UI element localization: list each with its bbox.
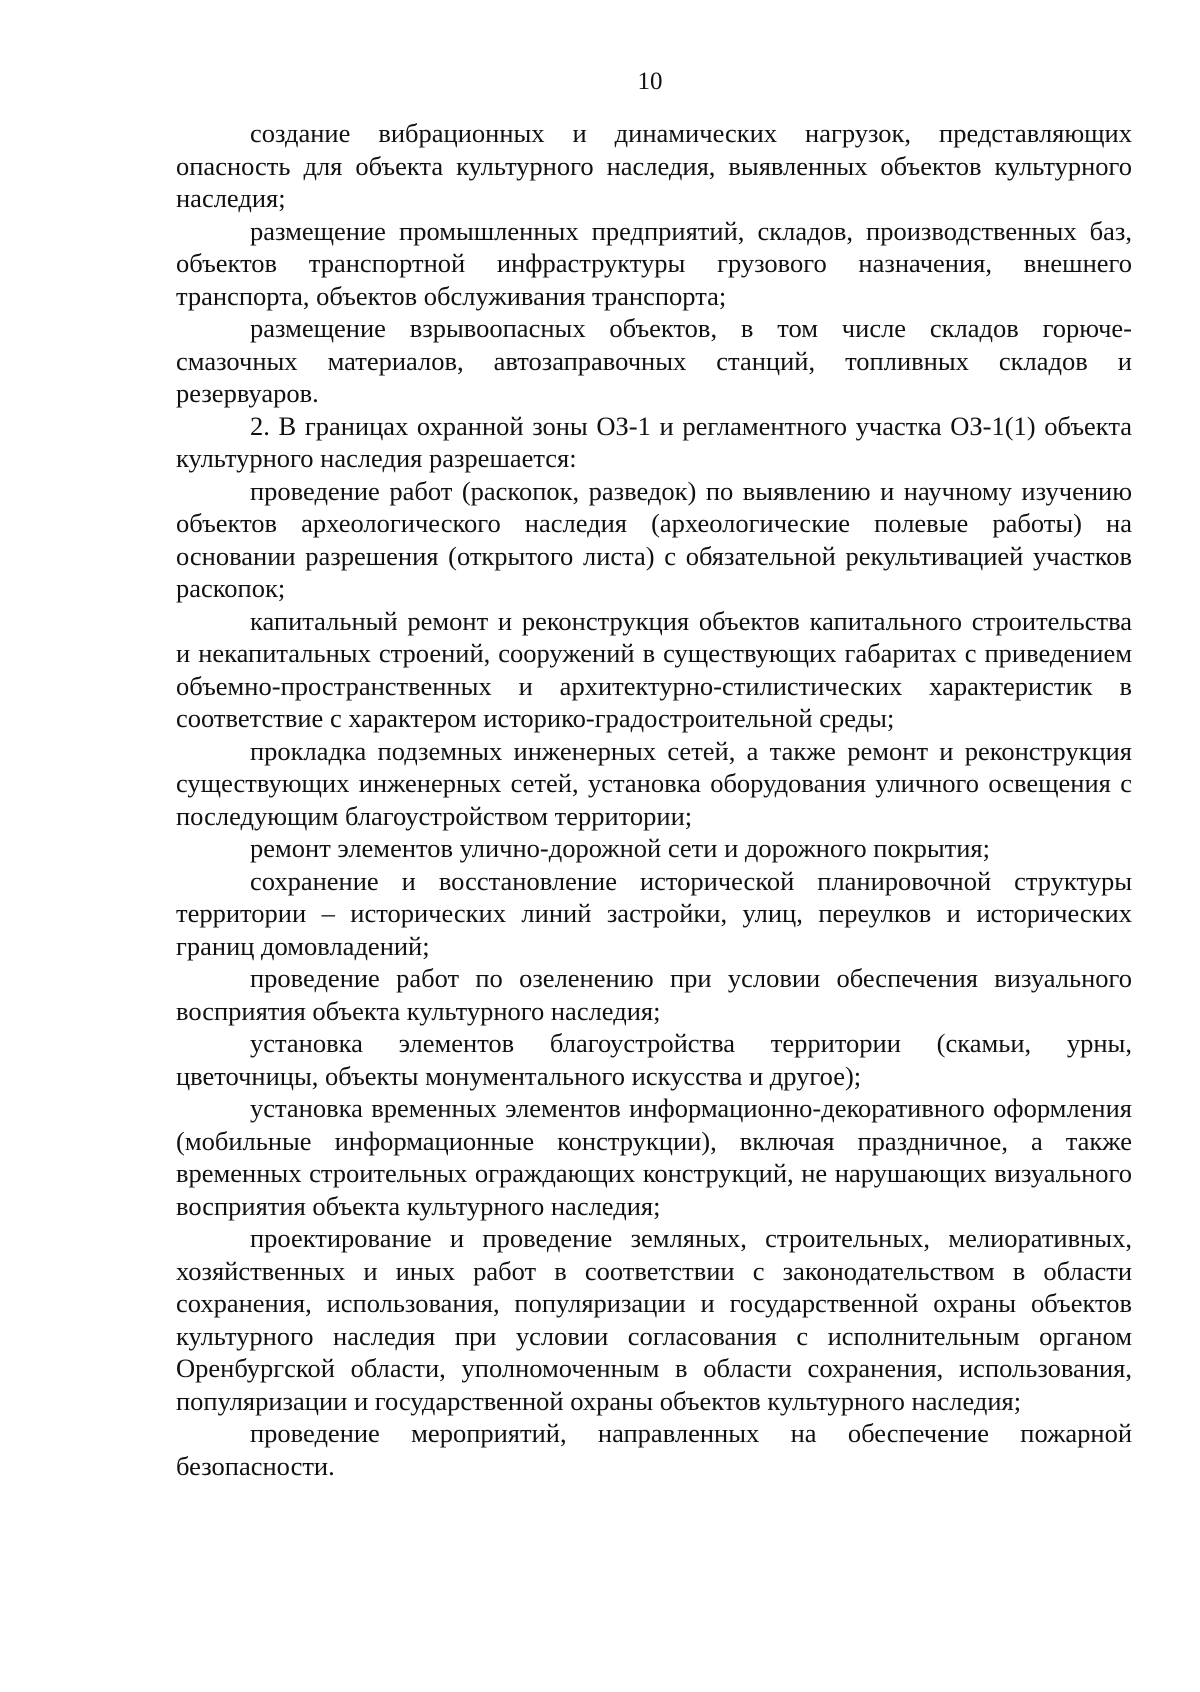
paragraph-improvement-elements: установка элементов благоустройства территории (скамьи, урны, цветочницы, объекты монументального искусства и другое); bbox=[176, 1028, 1132, 1091]
paragraph-landscaping: проведение работ по озеленению при условии обеспечения визуального восприятия объекта культурного наследия; bbox=[176, 963, 1132, 1026]
paragraph-archaeological-works: проведение работ (раскопок, разведок) по выявлению и научному изучению объектов археологического наследия (археологические полевые работы) на основании разрешения (открытого листа) с обязательной рекультивацией участков раскопок; bbox=[176, 475, 1132, 603]
document-body bbox=[176, 117, 1132, 1482]
paragraph-industrial-placement: размещение промышленных предприятий, складов, производственных баз, объектов транспортной инфраструктуры грузового назначения, внешнего транспорта, объектов обслуживания транспорта; bbox=[176, 215, 1132, 311]
paragraph-explosive-objects: размещение взрывоопасных объектов, в том числе складов горюче-смазочных материалов, автозаправочных станций, топливных складов и резервуаров. bbox=[176, 313, 1132, 408]
paragraph-fire-safety: проведение мероприятий, направленных на обеспечение пожарной безопасности. bbox=[176, 1418, 1132, 1481]
paragraph-section-2-heading: 2. В границах охранной зоны ОЗ-1 и регламентного участка ОЗ-1(1) объекта культурного наследия разрешается: bbox=[176, 410, 1132, 473]
page-number: 10 bbox=[637, 68, 663, 95]
paragraph-vibration-loads: создание вибрационных и динамических нагрузок, представляющих опасность для объекта культурного наследия, выявленных объектов культурного наследия; bbox=[176, 118, 1132, 213]
paragraph-road-repair: ремонт элементов улично-дорожной сети и дорожного покрытия; bbox=[250, 833, 990, 863]
paragraph-historic-structure: сохранение и восстановление исторической планировочной структуры территории – исторических линий застройки, улиц, переулков и исторических границ домовладений; bbox=[176, 865, 1132, 961]
paragraph-temporary-decor: установка временных элементов информационно-декоративного оформления (мобильные информационные конструкции), включая праздничное, а также временных строительных ограждающих конструкций, не нарушающих визуального восприятия объекта культурного наследия; bbox=[176, 1093, 1132, 1221]
paragraph-capital-repair: капитальный ремонт и реконструкция объектов капитального строительства и некапитальных строений, сооружений в существующих габаритах с приведением объемно-пространственных и архитектурно-стилистических характеристик в соответствие с характером историко-градостроительной среды; bbox=[176, 605, 1132, 733]
paragraph-design-works: проектирование и проведение земляных, строительных, мелиоративных, хозяйственных и иных работ в соответствии с законодательством в области сохранения, использования, популяризации и государственной охраны объектов культурного наследия при условии согласования с исполнительным органом Оренбургской области, уполномоченным в области сохранения, использования, популяризации и государственной охраны объектов культурного наследия; bbox=[176, 1223, 1132, 1416]
paragraph-engineering-networks: прокладка подземных инженерных сетей, а также ремонт и реконструкция существующих инженерных сетей, установка оборудования уличного освещения с последующим благоустройством территории; bbox=[176, 735, 1132, 831]
